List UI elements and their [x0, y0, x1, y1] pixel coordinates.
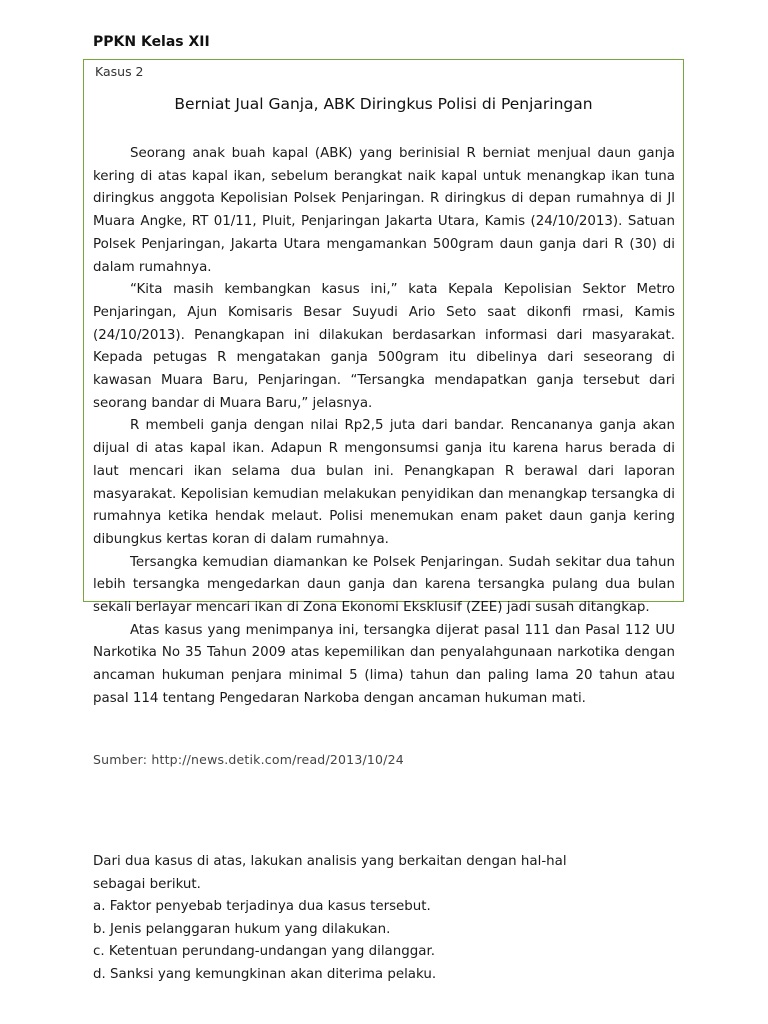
task-intro-line: sebagai berikut. [93, 876, 201, 892]
article-paragraph: Seorang anak buah kapal (ABK) yang berinisial R berniat menjual daun ganja kering di atas kapal ikan, sebelum berangkat naik kapal untuk menangkap ikan tuna diringkus anggota Kepolisian Polsek Penjaringan. R diringkus di depan rumahnya di Jl Muara Angke, RT 01/11, Pluit, Penjaringan Jakarta Utara, Kamis (24/10/2013). Satuan Polsek Penjaringan, Jakarta Utara mengamankan 500gram daun ganja dari R (30) di dalam rumahnya. [93, 146, 675, 275]
task-intro-line: Dari dua kasus di atas, lakukan analisis yang berkaitan dengan hal-hal [93, 854, 567, 869]
article-paragraph: R membeli ganja dengan nilai Rp2,5 juta dari bandar. Rencananya ganja akan dijual di atas kapal ikan. Adapun R mengonsumsi ganja itu karena harus berada di laut mencari ikan selama dua bulan ini. Penangkapan R berawal dari laporan masyarakat. Kepolisian kemudian melakukan penyidikan dan menangkap tersangka di rumahnya ketika hendak melaut. Polisi menemukan enam paket daun ganja kering dibungkus kertas koran di dalam rumahnya. [93, 418, 675, 547]
task-item-d: d. Sanksi yang kemungkinan akan diterima pelaku. [93, 966, 437, 982]
article-paragraph: “Kita masih kembangkan kasus ini,” kata Kepala Kepolisian Sektor Metro Penjaringan, Ajun Komisaris Besar Suyudi Ario Seto saat dikonfi rmasi, Kamis (24/10/2013). Penangkapan ini dilakukan berdasarkan informasi dari masyarakat. Kepada petugas R mengatakan ganja 500gram itu dibelinya dari seseorang di kawasan Muara Baru, Penjaringan. “Tersangka mendapatkan ganja tersebut dari seorang bandar di Muara Baru,” jelasnya. [93, 282, 675, 411]
article-paragraph: Tersangka kemudian diamankan ke Polsek Penjaringan. Sudah sekitar dua tahun lebih tersangka mengedarkan daun ganja dan karena tersangka pulang dua bulan sekali berlayar mencari ikan di Zona Ekonomi Eksklusif (ZEE) jadi susah ditangkap. [93, 554, 675, 616]
task-item-a: a. Faktor penyebab terjadinya dua kasus tersebut. [93, 899, 431, 915]
case-title: Berniat Jual Ganja, ABK Diringkus Polisi di Penjaringan [174, 95, 593, 113]
task-item-c: c. Ketentuan perundang-undangan yang dilanggar. [93, 944, 435, 960]
case-label: Kasus 2 [95, 64, 144, 79]
source-citation: Sumber: http://news.detik.com/read/2013/10/24 [93, 752, 404, 767]
article-body [93, 143, 675, 711]
task-item-b: b. Jenis pelanggaran hukum yang dilakukan. [93, 921, 391, 937]
page-header: PPKN Kelas XII [93, 34, 210, 50]
article-paragraph: Atas kasus yang menimpanya ini, tersangka dijerat pasal 111 dan Pasal 112 UU Narkotika No 35 Tahun 2009 atas kepemilikan dan penyalahgunaan narkotika dengan ancaman hukuman penjara minimal 5 (lima) tahun dan paling lama 20 tahun atau pasal 114 tentang Pengedaran Narkoba dengan ancaman hukuman mati. [93, 622, 675, 706]
task-instructions [93, 851, 693, 987]
